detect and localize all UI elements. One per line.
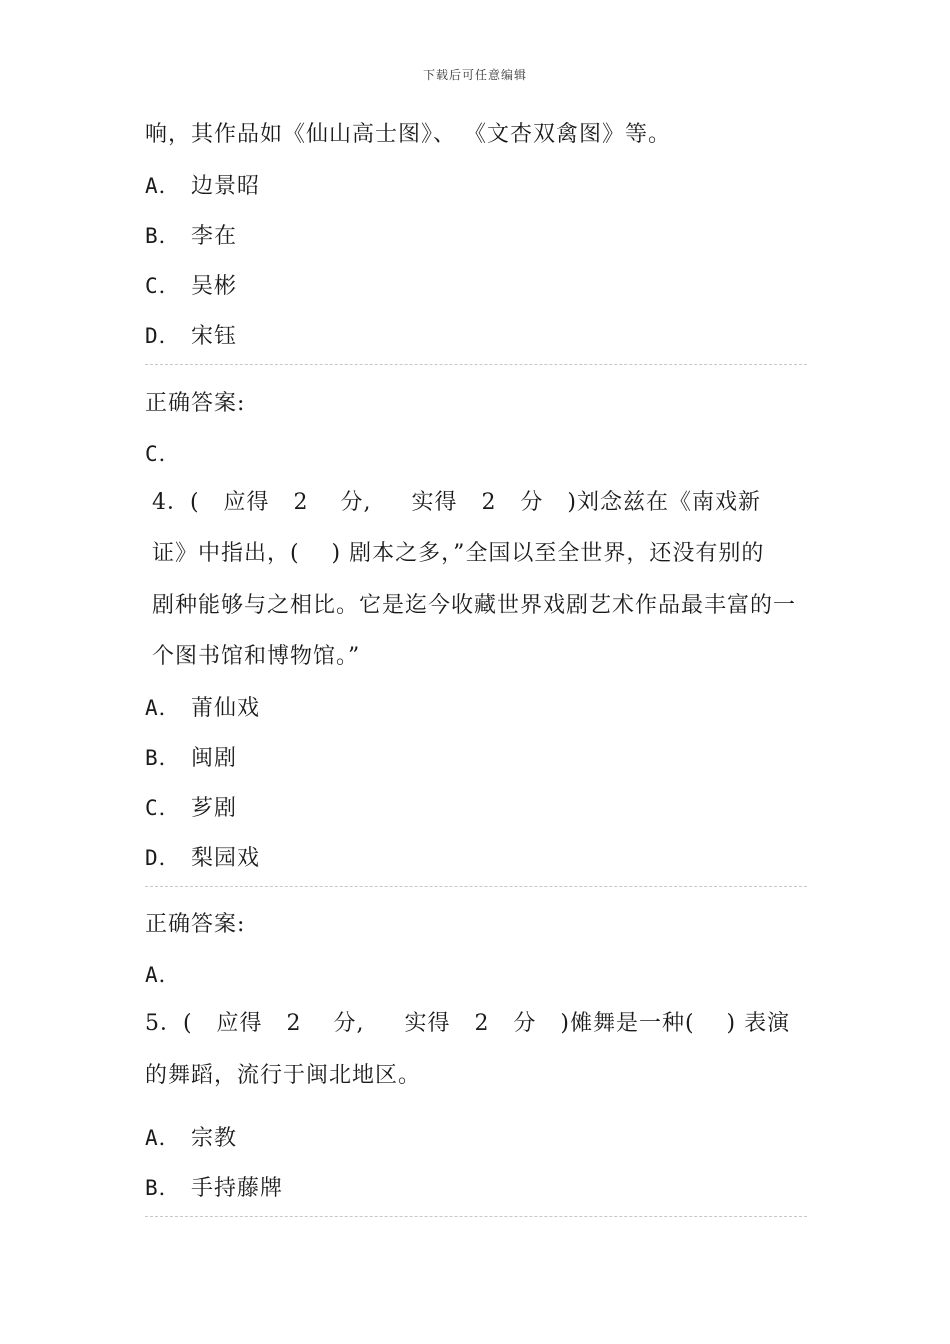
q4-stem-line-3: 剧种能够与之相比。它是迄今收藏世界戏剧艺术作品最丰富的一 bbox=[152, 593, 797, 618]
option-letter: B． bbox=[145, 746, 181, 770]
q3-stem-tail: 响，其作品如《仙山高士图》、 《文杏双禽图》等。 bbox=[145, 122, 671, 147]
option-letter: B． bbox=[145, 224, 181, 248]
q5-stem-line-1: 5．( 应得 2 分, 实得 2 分 )傩舞是一种( ) 表演 bbox=[145, 1011, 791, 1036]
q3-option-b bbox=[145, 221, 237, 252]
option-text: 宗教 bbox=[191, 1126, 238, 1151]
q3-option-c bbox=[145, 271, 237, 302]
q4-answer-label: 正确答案: bbox=[145, 912, 246, 937]
q4-stem-line-1: 4．( 应得 2 分, 实得 2 分 )刘念兹在《南戏新 bbox=[152, 490, 761, 515]
divider bbox=[145, 364, 807, 365]
q4-stem-line-2: 证》中指出，( ) 剧本之多，”全国以至全世界，还没有别的 bbox=[152, 541, 765, 566]
option-text: 边景昭 bbox=[191, 174, 261, 199]
option-text: 莆仙戏 bbox=[191, 696, 261, 721]
divider bbox=[145, 886, 807, 887]
q3-option-d bbox=[145, 321, 237, 352]
option-text: 李在 bbox=[191, 224, 238, 249]
answer-value: A． bbox=[145, 963, 181, 987]
q5-option-b bbox=[145, 1173, 283, 1204]
q4-option-b bbox=[145, 743, 237, 774]
option-text: 宋钰 bbox=[191, 324, 238, 349]
q3-option-a bbox=[145, 171, 260, 202]
divider bbox=[145, 1216, 807, 1217]
q3-answer-label: 正确答案: bbox=[145, 391, 246, 416]
q4-option-a bbox=[145, 693, 260, 724]
option-letter: B． bbox=[145, 1176, 181, 1200]
option-text: 梨园戏 bbox=[191, 846, 261, 871]
option-letter: A． bbox=[145, 174, 181, 198]
option-text: 吴彬 bbox=[191, 274, 238, 299]
option-text: 闽剧 bbox=[191, 746, 238, 771]
q5-stem-line-2: 的舞蹈，流行于闽北地区。 bbox=[145, 1063, 422, 1088]
q3-answer bbox=[145, 439, 191, 470]
page-header: 下载后可任意编辑 bbox=[422, 68, 527, 82]
option-letter: D． bbox=[145, 324, 181, 348]
q5-option-a bbox=[145, 1123, 237, 1154]
option-text: 芗剧 bbox=[191, 796, 238, 821]
answer-value: C． bbox=[145, 442, 181, 466]
option-letter: C． bbox=[145, 274, 181, 298]
q4-option-d bbox=[145, 843, 260, 874]
q4-option-c bbox=[145, 793, 237, 824]
q4-answer bbox=[145, 960, 191, 991]
q4-stem-line-4: 个图书馆和博物馆。” bbox=[152, 644, 361, 669]
option-text: 手持藤牌 bbox=[191, 1176, 284, 1201]
option-letter: D． bbox=[145, 846, 181, 870]
option-letter: A． bbox=[145, 696, 181, 720]
option-letter: C． bbox=[145, 796, 181, 820]
option-letter: A． bbox=[145, 1126, 181, 1150]
